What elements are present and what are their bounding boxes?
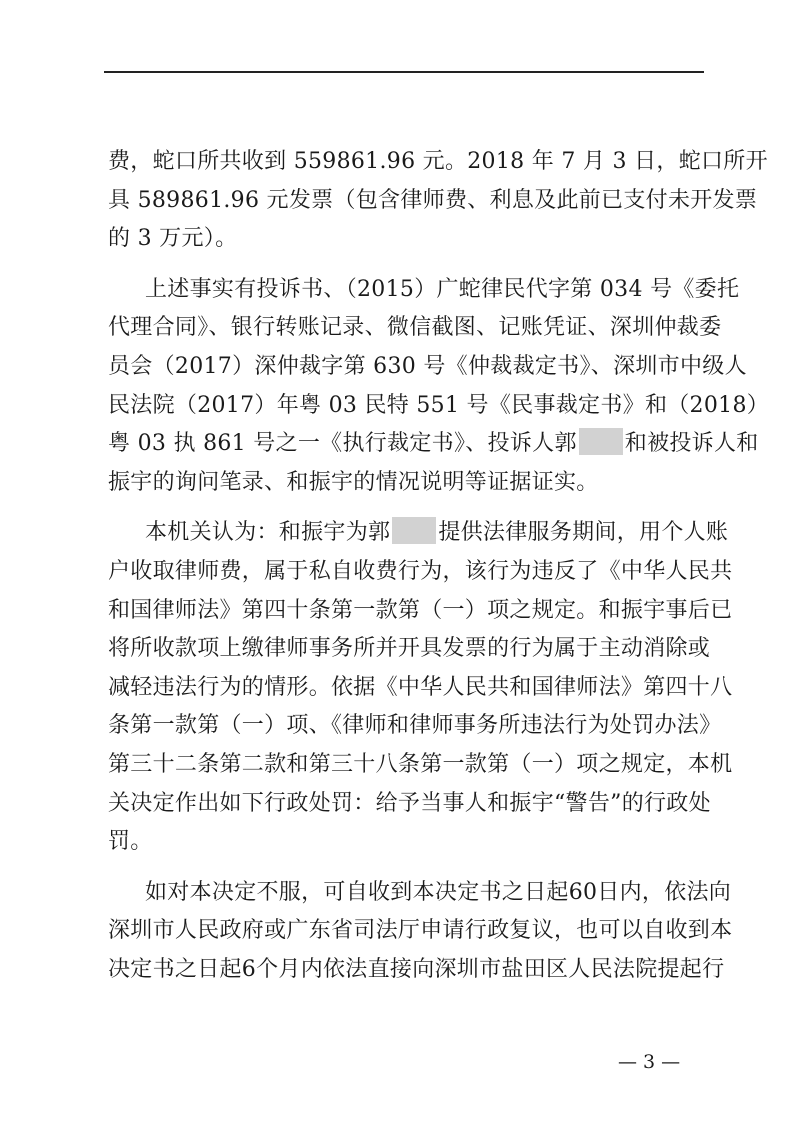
text-line: 条第一款第（一）项、《律师和律师事务所违法行为处罚办法》 (108, 713, 722, 739)
page-number: — 3 — (618, 1051, 681, 1073)
text-line: 户收取律师费，属于私自收费行为，该行为违反了《中华人民共 (108, 558, 733, 584)
header-rule (104, 71, 704, 73)
text-segment: 和被投诉人和 (624, 431, 759, 457)
text-line: 减轻违法行为的情形。依据《中华人民共和国律师法》第四十八 (108, 674, 733, 700)
text-segment: 粤 03 执 861 号之一《执行裁定书》、投诉人郭 (108, 431, 577, 457)
text-line: 关决定作出如下行政处罚：给予当事人和振宇“警告”的行政处 (108, 790, 711, 816)
paragraph-4 (108, 874, 733, 990)
text-line: 和国律师法》第四十条第一款第（一）项之规定。和振宇事后已 (108, 597, 733, 623)
text-line: 如对本决定不服，可自收到本决定书之日起60日内，依法向 (145, 879, 732, 905)
text-line: 决定书之日起6个月内依法直接向深圳市盐田区人民法院提起行 (108, 956, 725, 982)
document-body (108, 143, 770, 989)
redacted-name-block (579, 428, 623, 455)
text-line: 振宇的询问笔录、和振宇的情况说明等证据证实。 (108, 469, 599, 495)
text-line: 费，蛇口所共收到 559861.96 元。2018 年 7 月 3 日，蛇口所开 (108, 149, 768, 174)
text-segment: 提供法律服务期间，用个人账 (438, 520, 729, 546)
text-line: 上述事实有投诉书、（2015）广蛇律民代字第 034 号《委托 (145, 276, 740, 302)
text-line: 罚。 (108, 829, 153, 855)
paragraph-3 (108, 514, 733, 861)
text-line: 具 589861.96 元发票（包含律师费、利息及此前已支付未开发票 (108, 187, 758, 213)
text-segment: 本机关认为：和振宇为郭 (145, 520, 391, 546)
text-line-with-redaction (108, 514, 729, 553)
text-line: 员会（2017）深仲裁字第 630 号《仲裁裁定书》、深圳市中级人 (108, 353, 747, 379)
text-line-with-redaction (108, 425, 759, 464)
text-line: 深圳市人民政府或广东省司法厅申请行政复议，也可以自收到本 (108, 918, 733, 944)
text-line: 民法院（2017）年粤 03 民特 551 号《民事裁定书》和（2018） (108, 392, 770, 418)
text-line: 的 3 万元）。 (108, 226, 238, 252)
text-line: 将所收款项上缴律师事务所并开具发票的行为属于主动消除或 (108, 636, 711, 662)
text-line: 代理合同》、银行转账记录、微信截图、记账凭证、深圳仲裁委 (108, 315, 722, 341)
text-line: 第三十二条第二款和第三十八条第一款第（一）项之规定，本机 (108, 751, 733, 777)
redacted-name-block (392, 517, 436, 544)
paragraph-1 (108, 143, 768, 259)
paragraph-2 (108, 271, 770, 503)
